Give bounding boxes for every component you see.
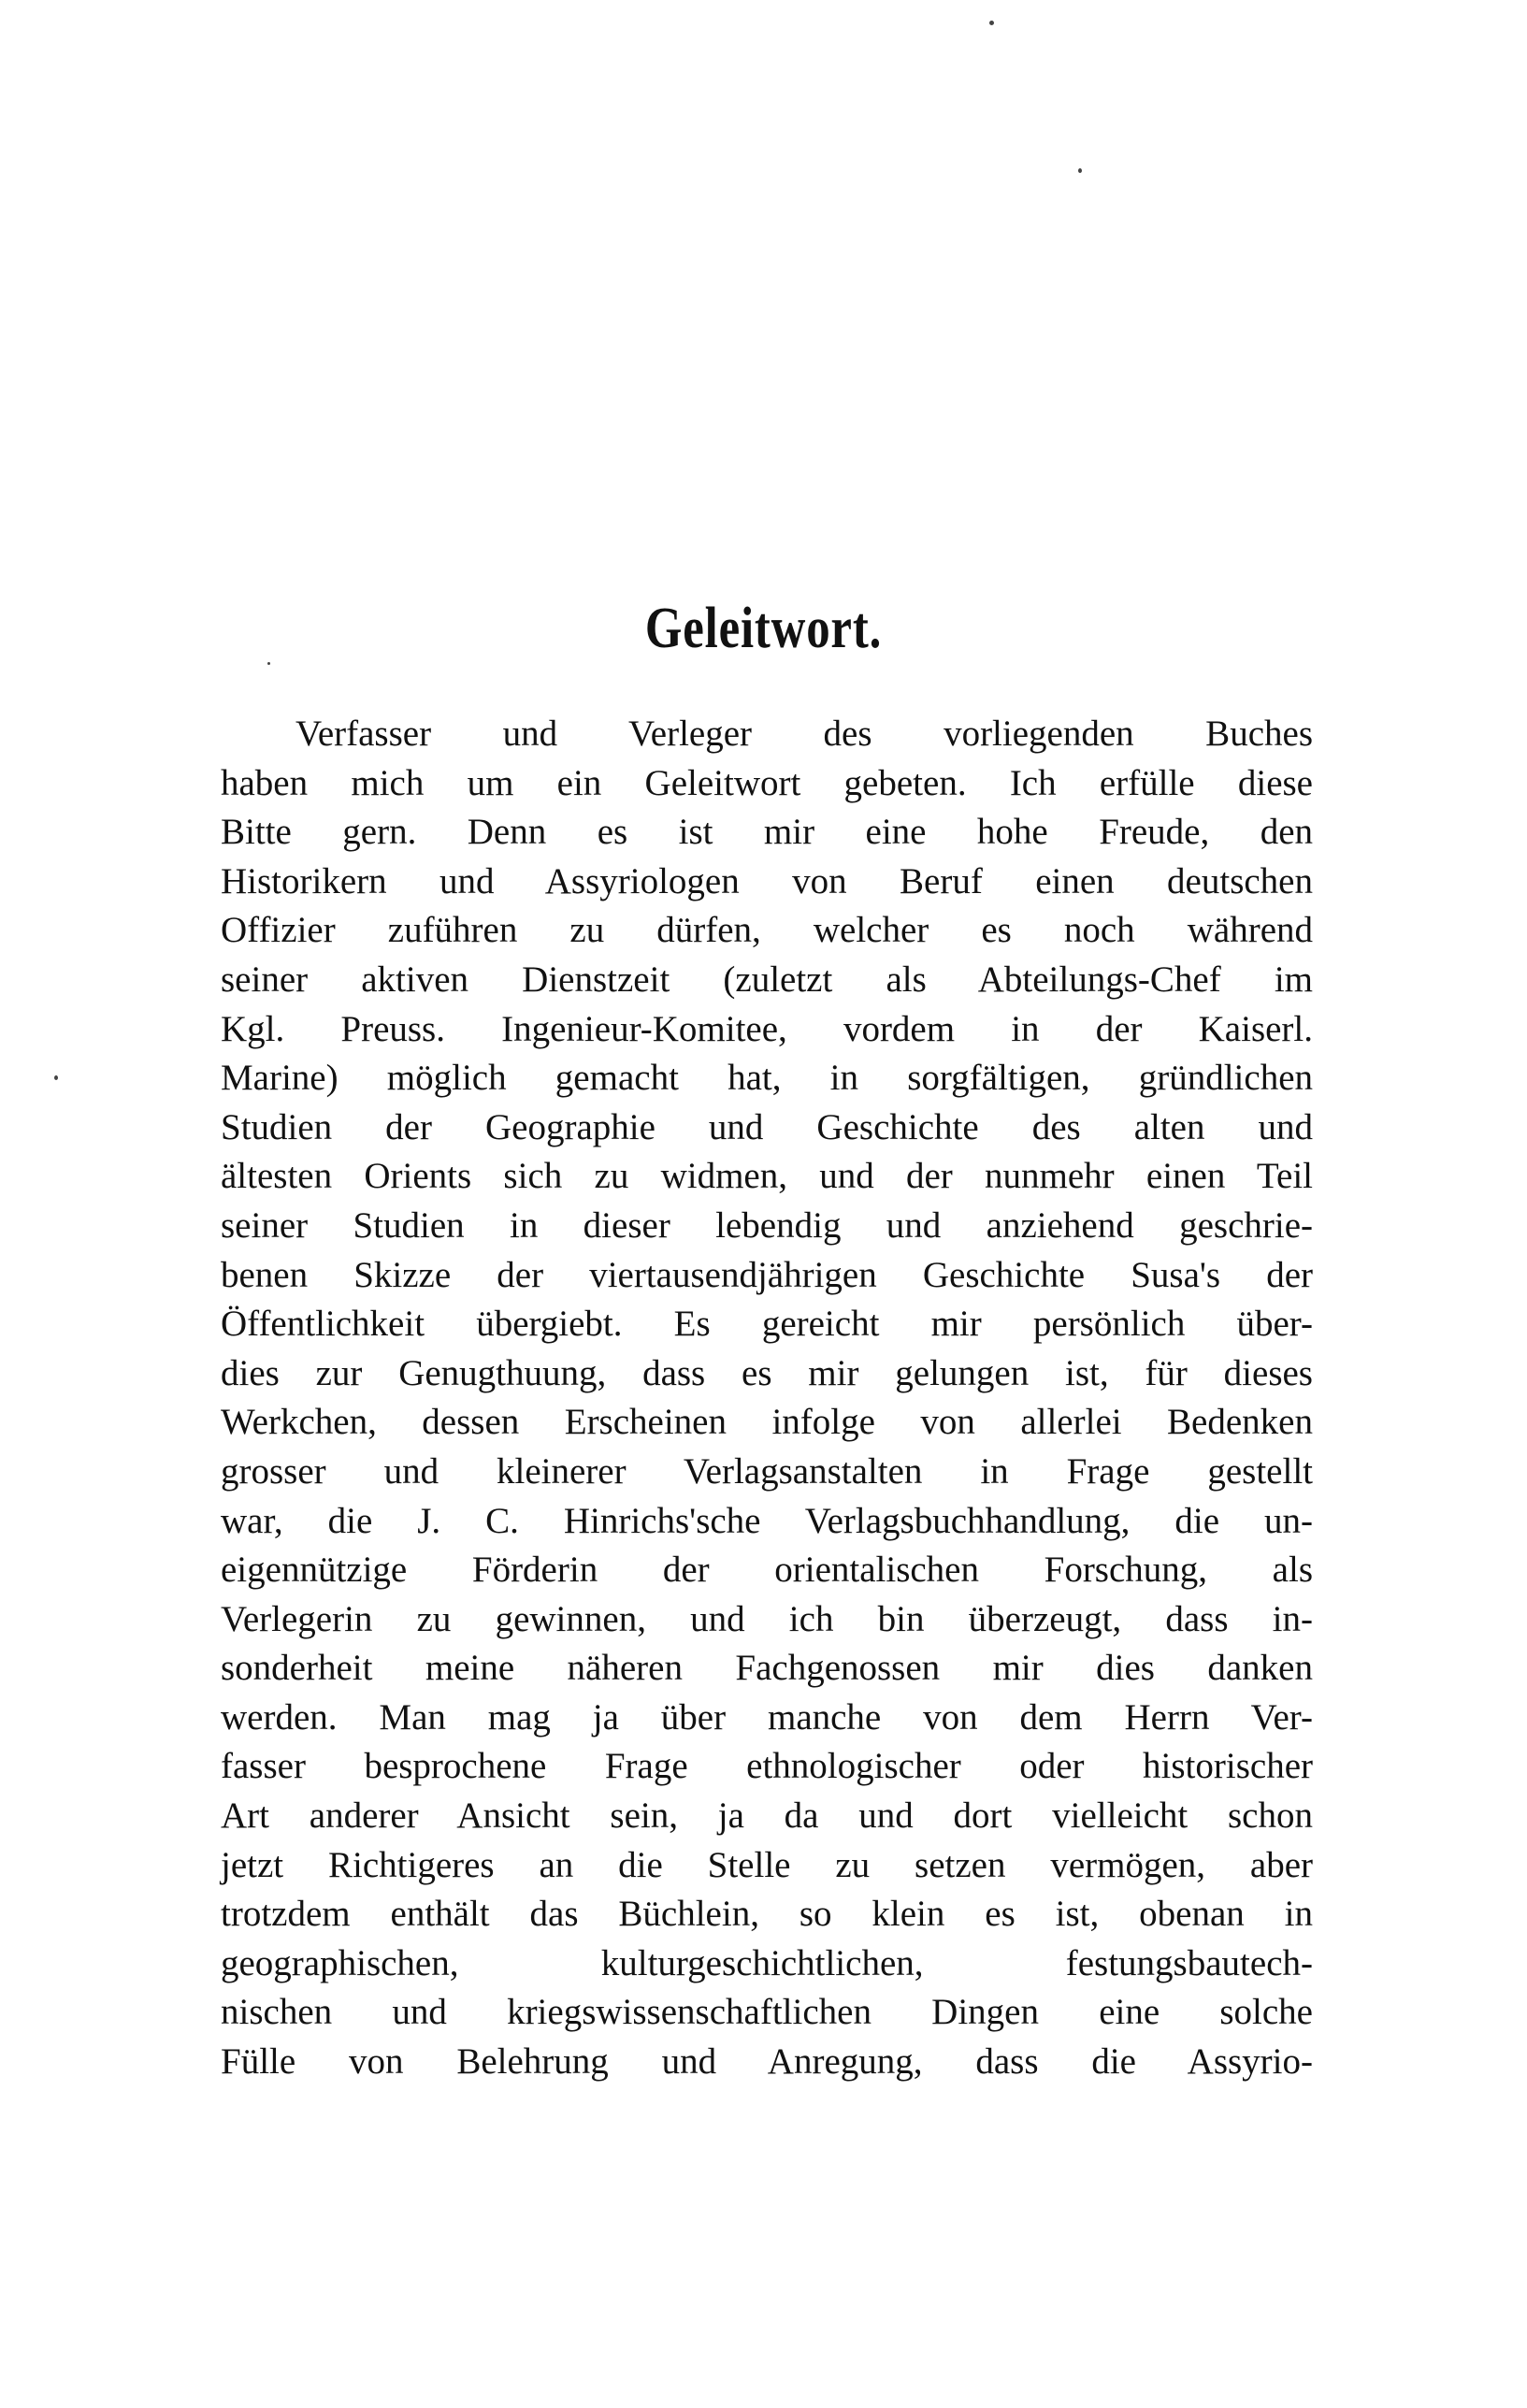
text-line: haben mich um ein Geleitwort gebeten. Ich erfülle diese [221,762,1313,803]
text-line: jetzt Richtigeres an die Stelle zu setzen vermögen, aber [221,1844,1313,1885]
text-line: Verfasser und Verleger des vorliegenden Buches [295,714,1313,754]
text-line: Öffentlichkeit übergiebt. Es gereicht mir persönlich über- [221,1304,1313,1345]
text-line: Verlegerin zu gewinnen, und ich bin überzeugt, dass in- [221,1598,1313,1639]
text-line: Bitte gern. Denn es ist mir eine hohe Freude, den [221,812,1313,853]
text-line: nischen und kriegswissenschaftlichen Dingen eine solche [221,1992,1313,2033]
scan-speck [54,1075,58,1080]
body-text [221,710,1313,2087]
text-line: werden. Man mag ja über manche von dem Herrn Ver- [221,1696,1313,1738]
text-line: dies zur Genugthuung, dass es mir gelungen ist, für dieses [221,1352,1313,1393]
text-line: seiner aktiven Dienstzeit (zuletzt als Abteilungs-Chef im [221,959,1313,1000]
text-line: sonderheit meine näheren Fachgenossen mir dies danken [221,1648,1313,1689]
text-line: Art anderer Ansicht sein, ja da und dort vielleicht schon [221,1795,1313,1837]
page-title: Geleitwort. [644,597,883,660]
text-line: seiner Studien in dieser lebendig und anziehend geschrie- [221,1204,1313,1246]
text-line: eigennützige Förderin der orientalischen Forschung, als [221,1550,1313,1591]
text-line: benen Skizze der viertausendjährigen Geschichte Susa's der [221,1254,1313,1295]
text-line: Studien der Geographie und Geschichte des alten und [221,1106,1313,1147]
scan-speck [989,21,994,25]
text-line: war, die J. C. Hinrichs'sche Verlagsbuchhandlung, die un- [221,1500,1313,1541]
text-line: Marine) möglich gemacht hat, in sorgfältigen, gründlichen [221,1058,1313,1099]
scan-speck [1078,168,1082,173]
text-line: fasser besprochene Frage ethnologischer oder historischer [221,1746,1313,1787]
text-line: Werkchen, dessen Erscheinen infolge von allerlei Bedenken [221,1402,1313,1443]
text-line: trotzdem enthält das Büchlein, so klein es ist, obenan in [221,1894,1313,1935]
text-line: Historikern und Assyriologen von Beruf einen deutschen [221,860,1313,901]
text-line: geographischen, kulturgeschichtlichen, festungsbautech- [221,1942,1313,1983]
text-line: ältesten Orients sich zu widmen, und der nunmehr einen Teil [221,1156,1313,1197]
text-line: Kgl. Preuss. Ingenieur-Komitee, vordem in der Kaiserl. [221,1008,1313,1049]
text-line: Offizier zuführen zu dürfen, welcher es noch während [221,910,1313,951]
text-line: grosser und kleinerer Verlagsanstalten in Frage gestellt [221,1450,1313,1492]
text-line: Fülle von Belehrung und Anregung, dass die Assyrio- [221,2041,1313,2083]
